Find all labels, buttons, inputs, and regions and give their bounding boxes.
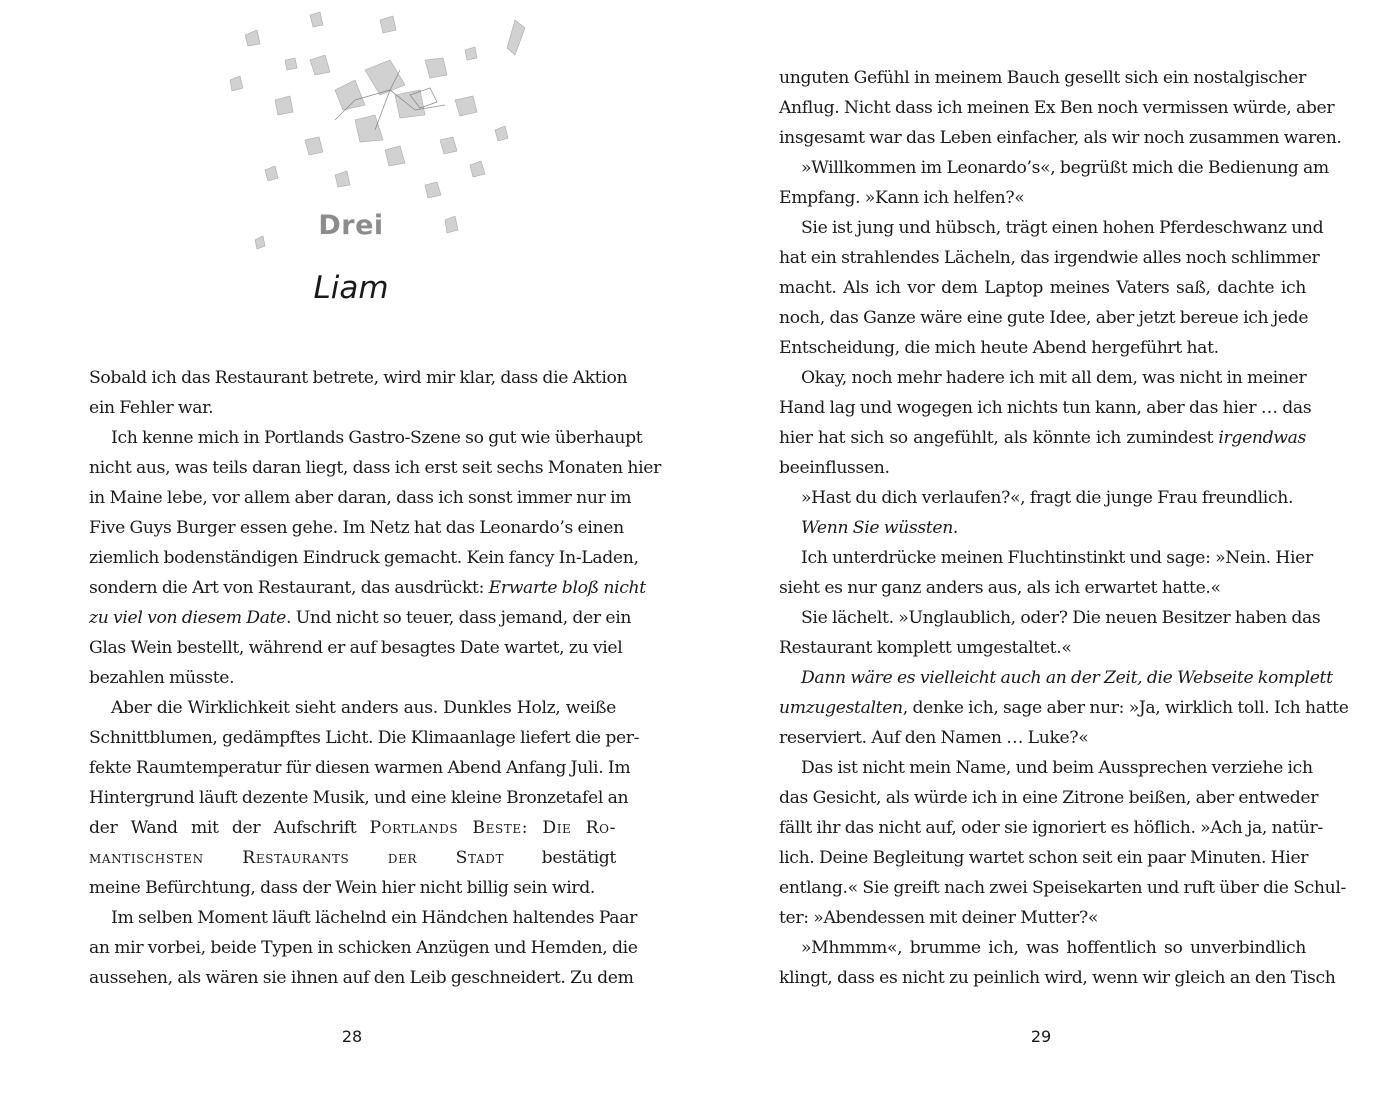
text-line: Dann wäre es vielleicht auch an der Zeit, die Webseite komplett (801, 668, 1333, 688)
text-line: Aber die Wirklichkeit sieht anders aus. Dunkles Holz, weiße (111, 698, 616, 718)
text-line: das Gesicht, als würde ich in eine Zitrone beißen, aber entweder (779, 788, 1319, 808)
text-line: zu viel von diesem Date. Und nicht so teuer, dass jemand, der ein (89, 608, 632, 628)
text-line: Anflug. Nicht dass ich meinen Ex Ben noch vermissen würde, aber (779, 98, 1335, 118)
text-line: meine Befürchtung, dass der Wein hier nicht billig sein wird. (89, 878, 596, 898)
text-line: macht. Als ich vor dem Laptop meines Vaters saß, dachte ich (779, 278, 1306, 298)
text-line: Restaurant komplett umgestaltet.« (779, 638, 1072, 658)
text-line: Entscheidung, die mich heute Abend hergeführt hat. (779, 338, 1219, 358)
text-line: an mir vorbei, beide Typen in schicken Anzügen und Hemden, die (89, 938, 638, 958)
text-line: ziemlich bodenständigen Eindruck gemacht. Kein fancy In-Laden, (89, 548, 639, 568)
text-line: Empfang. »Kann ich helfen?« (779, 188, 1025, 208)
text-line: insgesamt war das Leben einfacher, als wir noch zusammen waren. (779, 128, 1342, 148)
text-line: bezahlen müsste. (89, 668, 235, 688)
text-line: Schnittblumen, gedämpftes Licht. Die Klimaanlage liefert die per- (89, 728, 640, 748)
text-line: beeinflussen. (779, 458, 890, 478)
page-number-right: 29 (1030, 1027, 1052, 1046)
text-line: aussehen, als wären sie ihnen auf den Leib geschneidert. Zu dem (89, 968, 634, 988)
text-line: Okay, noch mehr hadere ich mit all dem, was nicht in meiner (801, 368, 1307, 388)
text-line: Wenn Sie wüssten. (801, 518, 959, 538)
right-page (697, 0, 1394, 1104)
page-number-left: 28 (341, 1027, 363, 1046)
text-line: »Hast du dich verlaufen?«, fragt die junge Frau freundlich. (801, 488, 1294, 508)
text-line: Sobald ich das Restaurant betrete, wird mir klar, dass die Aktion (89, 368, 628, 388)
text-line: Das ist nicht mein Name, und beim Aussprechen verziehe ich (801, 758, 1313, 778)
text-line: klingt, dass es nicht zu peinlich wird, wenn wir gleich an den Tisch (779, 968, 1336, 988)
text-line: der Wand mit der Aufschrift Portlands Beste: Die Ro- (89, 818, 616, 838)
text-line: Glas Wein bestellt, während er auf besagtes Date wartet, zu viel (89, 638, 623, 658)
text-line: sieht es nur ganz anders aus, als ich erwartet hatte.« (779, 578, 1221, 598)
text-line: Ich unterdrücke meinen Fluchtinstinkt und sage: »Nein. Hier (801, 548, 1313, 568)
text-line: nicht aus, was teils daran liegt, dass ich erst seit sechs Monaten hier (89, 458, 661, 478)
text-line: fekte Raumtemperatur für diesen warmen Abend Anfang Juli. Im (89, 758, 631, 778)
text-line: reserviert. Auf den Namen … Luke?« (779, 728, 1089, 748)
text-line: Sie lächelt. »Unglaublich, oder? Die neuen Besitzer haben das (801, 608, 1321, 628)
chapter-title: Liam (313, 270, 389, 306)
text-line: »Willkommen im Leonardo’s«, begrüßt mich die Bedienung am (801, 158, 1329, 178)
left-page-body (89, 363, 661, 993)
text-line: noch, das Ganze wäre eine gute Idee, aber jetzt bereue ich jede (779, 308, 1309, 328)
text-line: lich. Deine Begleitung wartet schon seit ein paar Minuten. Hier (779, 848, 1309, 868)
text-line: »Mhmmm«, brumme ich, was hoffentlich so unverbindlich (801, 938, 1306, 958)
text-line: Im selben Moment läuft lächelnd ein Händchen haltendes Paar (111, 908, 637, 928)
text-line: unguten Gefühl in meinem Bauch gesellt sich ein nostalgischer (779, 68, 1306, 88)
text-line: fällt ihr das nicht auf, oder sie ignoriert es höflich. »Ach ja, natür- (779, 818, 1323, 838)
chapter-number: Drei (318, 210, 384, 241)
text-line: Hand lag und wogegen ich nichts tun kann, aber das hier … das (779, 398, 1312, 418)
text-line: Ich kenne mich in Portlands Gastro-Szene so gut wie überhaupt (111, 428, 643, 448)
text-line: mantischsten Restaurants der Stadt bestätigt (89, 848, 616, 868)
text-line: hat ein strahlendes Lächeln, das irgendwie alles noch schlimmer (779, 248, 1320, 268)
text-line: Sie ist jung und hübsch, trägt einen hohen Pferdeschwanz und (801, 218, 1324, 238)
text-line: in Maine lebe, vor allem aber daran, dass ich sonst immer nur im (89, 488, 632, 508)
text-line: sondern die Art von Restaurant, das ausdrückt: Erwarte bloß nicht (89, 578, 646, 598)
text-line: hier hat sich so angefühlt, als könnte ich zumindest irgendwas (779, 428, 1306, 448)
text-line: entlang.« Sie greift nach zwei Speisekarten und ruft über die Schul- (779, 878, 1346, 898)
text-line: ter: »Abendessen mit deiner Mutter?« (779, 908, 1098, 928)
text-line: Hintergrund läuft dezente Musik, und eine kleine Bronzetafel an (89, 788, 629, 808)
text-line: umzugestalten, denke ich, sage aber nur: »Ja, wirklich toll. Ich hatte (779, 698, 1349, 718)
right-page-body (779, 63, 1349, 993)
text-line: ein Fehler war. (89, 398, 214, 418)
text-line: Five Guys Burger essen gehe. Im Netz hat das Leonardo’s einen (89, 518, 624, 538)
